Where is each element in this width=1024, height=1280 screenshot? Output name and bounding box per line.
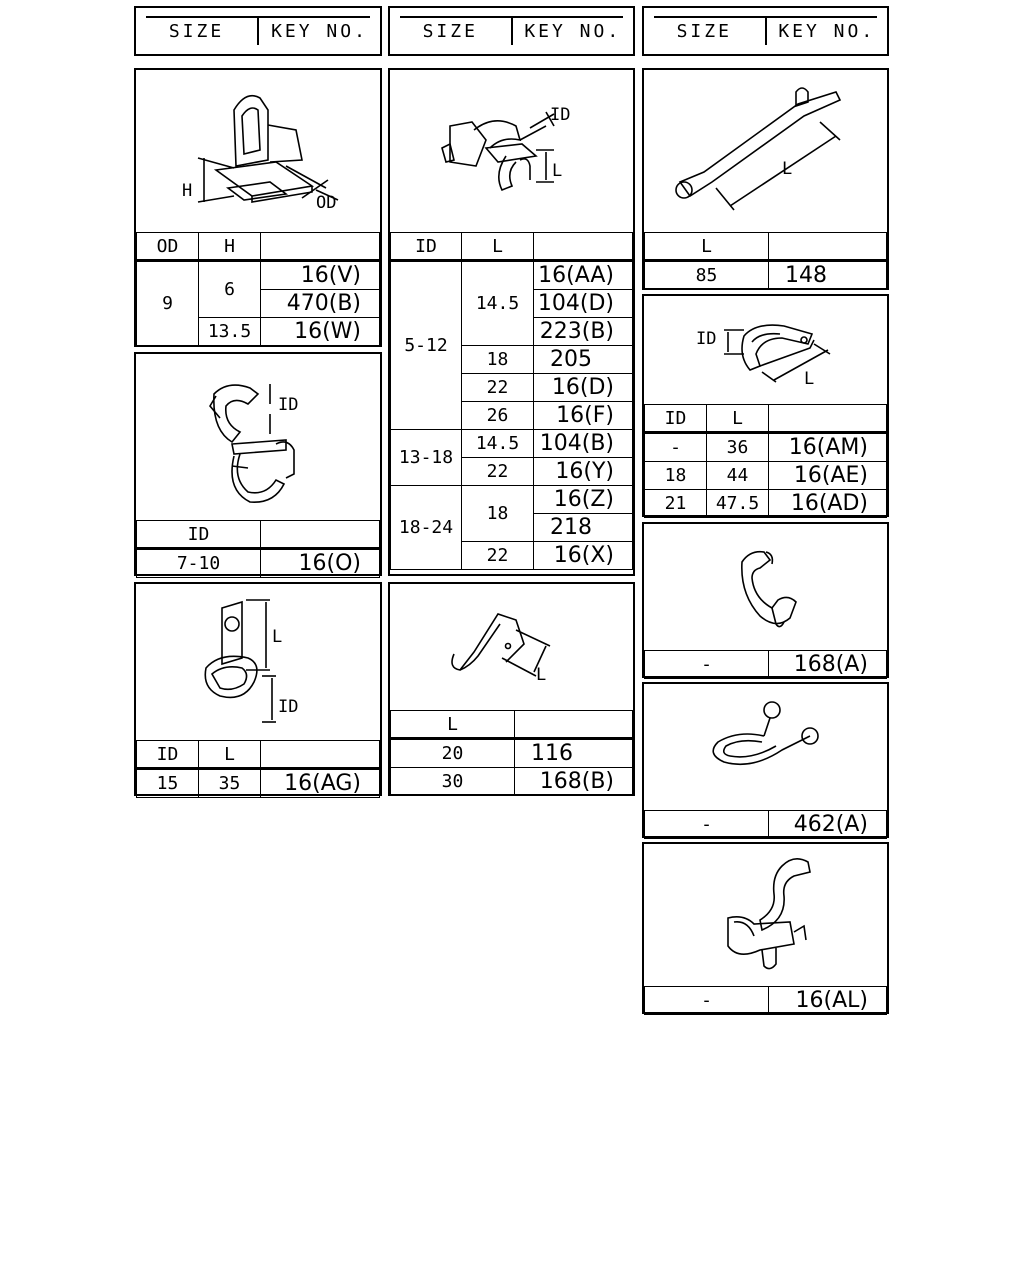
col-head-h: H: [199, 233, 261, 261]
table-u-clip: [644, 404, 887, 518]
dim-l-ext2: [820, 122, 840, 140]
bent-clip-illustration: [390, 584, 633, 710]
dim-l-ext2: [502, 658, 536, 676]
cell-key: 16(AL): [769, 987, 887, 1015]
cell-od: 9: [137, 261, 199, 346]
cell-key: 116: [515, 739, 633, 768]
panel-u-clip-id-l: [642, 294, 889, 517]
col-head-l: L: [462, 233, 534, 261]
cell-key: 16(AM): [769, 433, 887, 462]
tie-bulb-top: [764, 702, 780, 718]
cell-key: 16(Y): [534, 458, 633, 486]
clip-wing: [794, 926, 806, 940]
header-rule: [400, 16, 623, 18]
clip-wing: [268, 125, 302, 162]
col-head-key: [261, 521, 380, 549]
dim-l-label: L: [536, 665, 547, 685]
clip-body: [234, 96, 268, 166]
dim-l-line: [774, 350, 828, 380]
header-key: KEY NO.: [778, 20, 876, 42]
tie-loop-outer: [713, 734, 810, 764]
header-rule: [146, 16, 370, 18]
cell-l: 85: [645, 261, 769, 290]
col-head-l: L: [645, 233, 769, 261]
cell-l: 22: [462, 374, 534, 402]
col-head-key: [261, 233, 380, 261]
cell-key: 218: [534, 514, 633, 542]
cell-l: 14.5: [462, 430, 534, 458]
cell-l: 18: [462, 486, 534, 542]
cell-key: 16(D): [534, 374, 633, 402]
header-col1: [134, 6, 382, 56]
cell-key: 16(AG): [261, 769, 380, 798]
cell-key: 16(V): [261, 261, 380, 290]
table-strap: [644, 232, 887, 290]
header-key: KEY NO.: [271, 20, 368, 42]
dim-l-label: L: [272, 627, 283, 647]
cell-key: 470(B): [261, 290, 380, 318]
col-head-l: L: [707, 405, 769, 433]
cell-id: 5-12: [391, 261, 462, 430]
dim-id-label: ID: [696, 329, 717, 349]
header-key: KEY NO.: [524, 20, 622, 42]
tie-stem: [764, 718, 770, 736]
cell-key: 104(B): [534, 430, 633, 458]
clip-id-l-illustration: [390, 70, 633, 232]
cell-key: 16(AD): [769, 490, 887, 518]
cell-id: 21: [645, 490, 707, 518]
dim-l-ext2: [762, 372, 776, 382]
col-head-l: L: [199, 741, 261, 769]
dim-id-label: ID: [550, 105, 571, 125]
clip-middle-plate: [232, 440, 286, 454]
clip-hole: [801, 337, 807, 343]
cell-size: -: [645, 651, 769, 679]
cell-key: 168(B): [515, 768, 633, 796]
cell-key: 223(B): [534, 318, 633, 346]
header-rule: [654, 16, 877, 18]
cell-l: 36: [707, 433, 769, 462]
tie-loop-inner: [724, 741, 776, 757]
cell-key: 168(A): [769, 651, 887, 679]
hook-clip-illustration: [644, 524, 887, 650]
cell-key: 104(D): [534, 290, 633, 318]
panel-double-hook-clip: [642, 842, 889, 1014]
clip-hole: [506, 644, 511, 649]
clip-slot: [242, 108, 260, 154]
col-head-key: [769, 233, 887, 261]
dim-id-ext2: [520, 126, 546, 140]
cell-id: 13-18: [391, 430, 462, 486]
dim-l-label: L: [804, 369, 815, 389]
clip-foot: [762, 948, 776, 969]
table-loop-tie: [644, 810, 887, 839]
cell-size: -: [645, 811, 769, 839]
table-hook-clip: [644, 650, 887, 679]
cell-id: 15: [137, 769, 199, 798]
cell-key: 16(F): [534, 402, 633, 430]
cell-id: 7-10: [137, 549, 261, 578]
panel-tab-clip-l-id: [134, 582, 382, 796]
table-double-clip: [136, 520, 380, 578]
panel-clip-od-h: [134, 68, 382, 347]
panel-clip-id-l: [388, 68, 635, 576]
col-head-id: ID: [391, 233, 462, 261]
dim-l-label: L: [782, 159, 793, 179]
cell-key: 16(W): [261, 318, 380, 346]
cell-id: 18-24: [391, 486, 462, 570]
cell-l: 30: [391, 768, 515, 796]
col-head-id: ID: [137, 741, 199, 769]
cell-id: -: [645, 433, 707, 462]
col-head-l: L: [391, 711, 515, 739]
clip-tab: [222, 602, 242, 664]
panel-hook-clip: [642, 522, 889, 678]
header-col2: [388, 6, 635, 56]
u-clip-illustration: [644, 296, 887, 404]
clip-lower-ring: [232, 454, 284, 502]
clip-outer: [742, 325, 812, 370]
clip-od-h-illustration: [136, 70, 380, 232]
clip-pin: [232, 466, 248, 468]
table-clip-id-l: [390, 232, 633, 570]
col-head-id: ID: [645, 405, 707, 433]
table-bent-clip: [390, 710, 633, 796]
table-tab-clip: [136, 740, 380, 798]
panel-loop-tie: [642, 682, 889, 838]
cell-key: 16(AE): [769, 462, 887, 490]
cell-l: 14.5: [462, 261, 534, 346]
cell-key: 16(X): [534, 542, 633, 570]
col-head-key: [769, 405, 887, 433]
clip-hook: [742, 552, 796, 624]
clip-lower-leg2: [520, 159, 530, 180]
clip-tab-hole: [225, 617, 239, 631]
col-head-key: [515, 711, 633, 739]
header-size: SIZE: [676, 20, 732, 42]
cell-l: 47.5: [707, 490, 769, 518]
col-head-od: OD: [137, 233, 199, 261]
table-double-hook-clip: [644, 986, 887, 1015]
dim-id-label: ID: [278, 395, 299, 415]
cell-l: 35: [199, 769, 261, 798]
table-clip-od-h: [136, 232, 380, 346]
dim-l-label: L: [552, 161, 563, 181]
panel-double-clip-id: [134, 352, 382, 576]
cell-id: 18: [645, 462, 707, 490]
cell-key: 205: [534, 346, 633, 374]
clip-ring-inner: [212, 667, 247, 689]
cell-key: 16(O): [261, 549, 380, 578]
cell-size: -: [645, 987, 769, 1015]
panel-strap-l: [642, 68, 889, 290]
strap-band: [680, 92, 840, 196]
cell-l: 22: [462, 542, 534, 570]
clip-bracket-tip: [442, 144, 454, 162]
clip-lower-wing: [276, 442, 294, 478]
cell-l: 26: [462, 402, 534, 430]
clip-bracket: [450, 122, 486, 166]
cell-h: 6: [199, 261, 261, 318]
cell-l: 44: [707, 462, 769, 490]
panel-bent-clip-l: [388, 582, 635, 796]
header-col3: [642, 6, 889, 56]
strap-head: [676, 182, 692, 198]
cell-l: 18: [462, 346, 534, 374]
dim-l-ext1: [516, 630, 550, 646]
double-hook-clip-illustration: [644, 844, 887, 986]
dim-h-label: H: [182, 181, 193, 201]
dim-id-label: ID: [278, 697, 299, 717]
col-head-id: ID: [137, 521, 261, 549]
cell-key: 148: [769, 261, 887, 290]
col-head-key: [534, 233, 633, 261]
clip-lower-inner: [734, 922, 754, 936]
cell-key: 16(AA): [534, 261, 633, 290]
cell-l: 20: [391, 739, 515, 768]
cell-l: 22: [462, 458, 534, 486]
tab-clip-illustration: [136, 584, 380, 740]
col-head-key: [261, 741, 380, 769]
dim-l-ext1: [716, 188, 734, 210]
clip-upper-ring: [214, 385, 258, 442]
dim-od-label: OD: [316, 193, 337, 213]
clip-upper-hook: [760, 859, 810, 930]
cell-key: 462(A): [769, 811, 887, 839]
cell-key: 16(Z): [534, 486, 633, 514]
strap-illustration: [644, 70, 887, 232]
clip-plate: [486, 144, 536, 162]
header-size: SIZE: [422, 20, 478, 42]
cell-h: 13.5: [199, 318, 261, 346]
header-size: SIZE: [168, 20, 225, 42]
loop-tie-illustration: [644, 684, 887, 810]
double-clip-illustration: [136, 354, 380, 520]
